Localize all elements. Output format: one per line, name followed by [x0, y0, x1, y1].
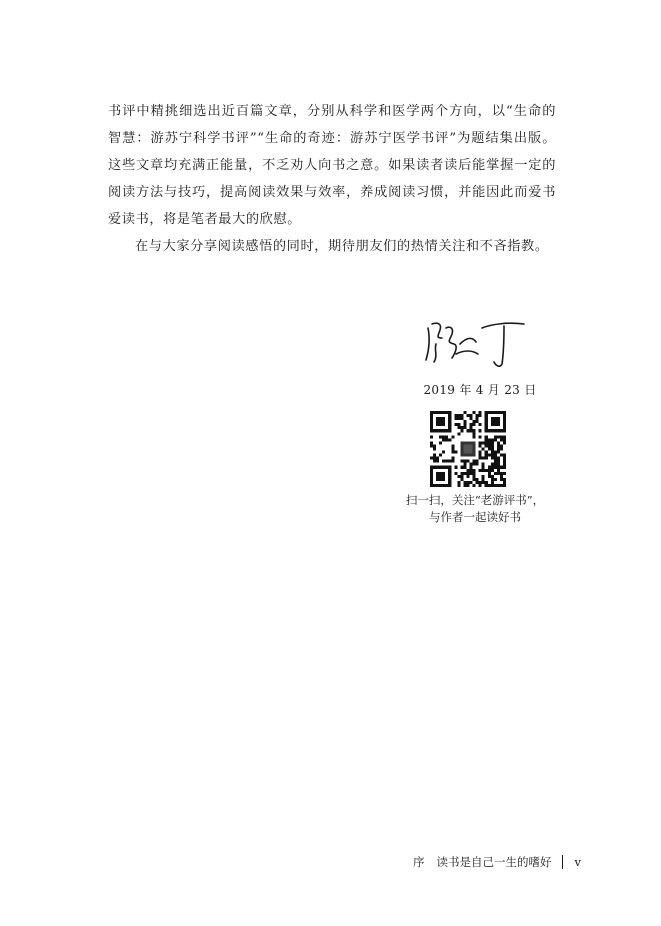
qr-caption-line-1: 扫一扫，关注“老游评书”，: [405, 493, 545, 507]
footer-divider: [562, 855, 563, 869]
paragraph-2: 在与大家分享阅读感悟的同时，期待朋友们的热情关注和不吝指教。: [135, 239, 549, 254]
page-number: v: [574, 855, 581, 869]
signature-date: 2019 年 4 月 23 日: [423, 383, 537, 397]
page-footer: [413, 854, 581, 870]
footer-chapter: 序: [413, 855, 425, 869]
footer-title: 读书是自己一生的嗜好: [436, 855, 552, 869]
qr-caption-line-2: 与作者一起读好书: [429, 510, 521, 524]
body-text: [108, 98, 556, 260]
qr-caption: [370, 492, 580, 526]
paragraph-1: 书评中精挑细选出近百篇文章，分别从科学和医学两个方向，以“生命的智慧：游苏宁科学书评”“生命的奇迹：游苏宁医学书评”为题结集出版。这些文章均充满正能量，不乏劝人向书之意。如果读者读后能掌握一定的阅读方法与技巧，提高阅读效果与效率，养成阅读习惯，并能因此而爱书爱读书，将是笔者最大的欣慰。: [108, 104, 556, 227]
qr-code[interactable]: [430, 411, 506, 487]
handwritten-signature: [420, 314, 540, 370]
